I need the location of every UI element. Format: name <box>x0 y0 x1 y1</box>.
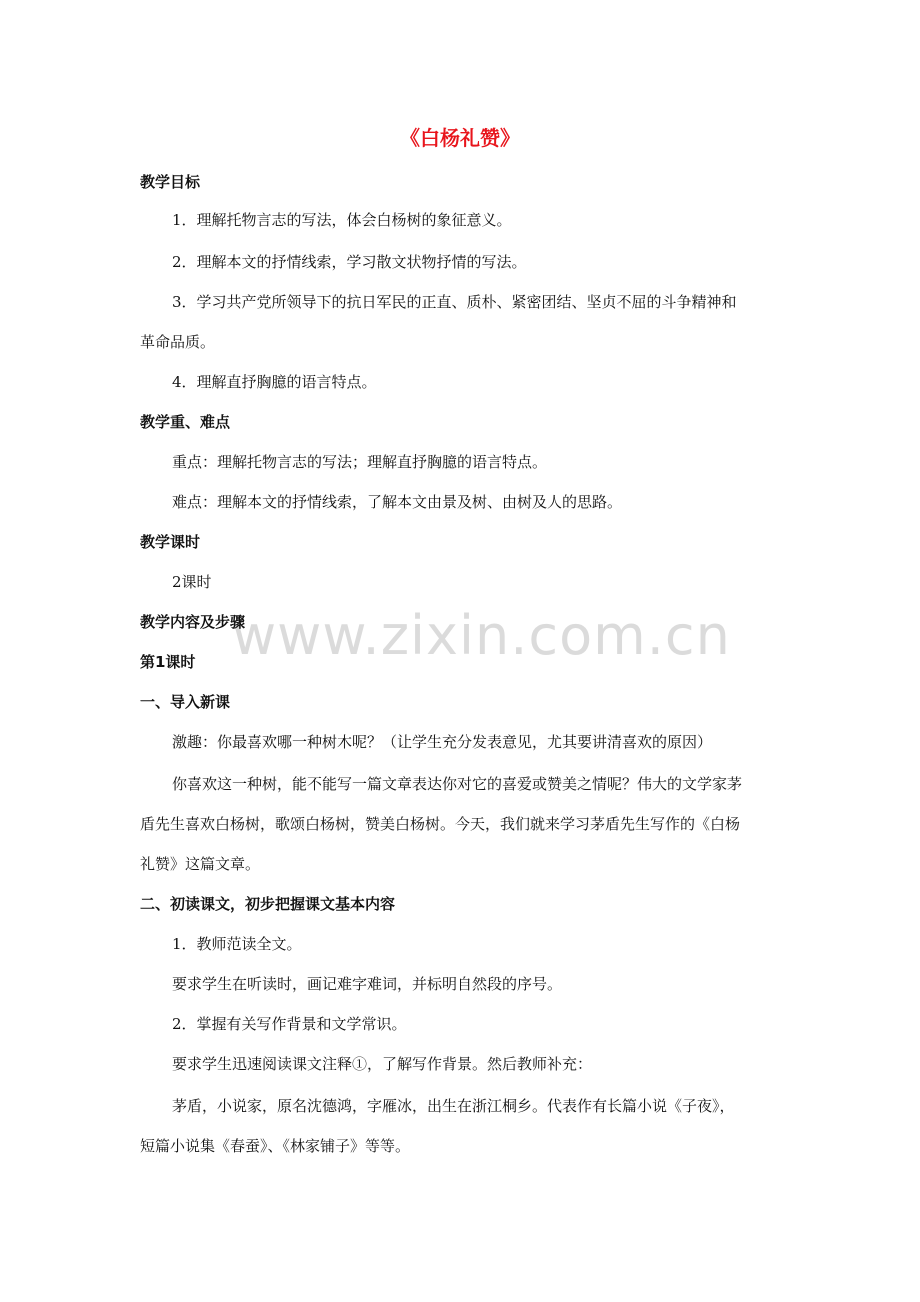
goal-3-line1: 3．学习共产党所领导下的抗日军民的正直、质朴、紧密团结、坚贞不屈的斗争精神和 <box>172 293 737 311</box>
difficult-point: 难点：理解本文的抒情线索，了解本文由景及树、由树及人的思路。 <box>172 493 623 511</box>
hours-text: 2课时 <box>172 573 212 591</box>
watermark: www.zixin.com.cn <box>232 604 731 667</box>
goal-2: 2．理解本文的抒情线索，学习散文状物抒情的写法。 <box>172 253 527 271</box>
heading-hours: 教学课时 <box>140 533 201 551</box>
document-title: 《白杨礼赞》 <box>400 126 520 150</box>
paragraph-2-line2: 盾先生喜欢白杨树，歌颂白杨树，赞美白杨树。今天，我们就来学习茅盾先生写作的《白杨 <box>140 815 741 833</box>
lesson-1-heading: 第1课时 <box>140 653 196 671</box>
step-1: 1．教师范读全文。 <box>172 935 302 953</box>
heading-key-points: 教学重、难点 <box>140 413 231 431</box>
part-1-heading: 一、导入新课 <box>140 693 231 711</box>
paragraph-2-line1: 你喜欢这一种树，能不能写一篇文章表达你对它的喜爱或赞美之情呢？伟大的文学家茅 <box>172 775 743 793</box>
key-point: 重点：理解托物言志的写法；理解直抒胸臆的语言特点。 <box>172 453 548 471</box>
paragraph-intro: 激趣：你最喜欢哪一种树木呢？（让学生充分发表意见，尤其要讲清喜欢的原因） <box>172 733 713 751</box>
goal-4: 4．理解直抒胸臆的语言特点。 <box>172 373 377 391</box>
heading-goals: 教学目标 <box>140 173 201 191</box>
heading-content: 教学内容及步骤 <box>140 613 246 631</box>
goal-1: 1．理解托物言志的写法，体会白杨树的象征意义。 <box>172 211 512 229</box>
step-1-requirement: 要求学生在听读时，画记难字难词，并标明自然段的序号。 <box>172 975 563 993</box>
goal-3-line2: 革命品质。 <box>140 333 216 351</box>
part-2-heading: 二、初读课文，初步把握课文基本内容 <box>140 895 396 913</box>
step-2-requirement: 要求学生迅速阅读课文注释①，了解写作背景。然后教师补充： <box>172 1055 593 1073</box>
step-2: 2．掌握有关写作背景和文学常识。 <box>172 1015 407 1033</box>
author-line1: 茅盾，小说家，原名沈德鸿，字雁冰，出生在浙江桐乡。代表作有长篇小说《子夜》， <box>172 1097 735 1115</box>
paragraph-2-line3: 礼赞》这篇文章。 <box>140 855 261 873</box>
author-line2: 短篇小说集《春蚕》、《林家铺子》等等。 <box>140 1137 411 1155</box>
